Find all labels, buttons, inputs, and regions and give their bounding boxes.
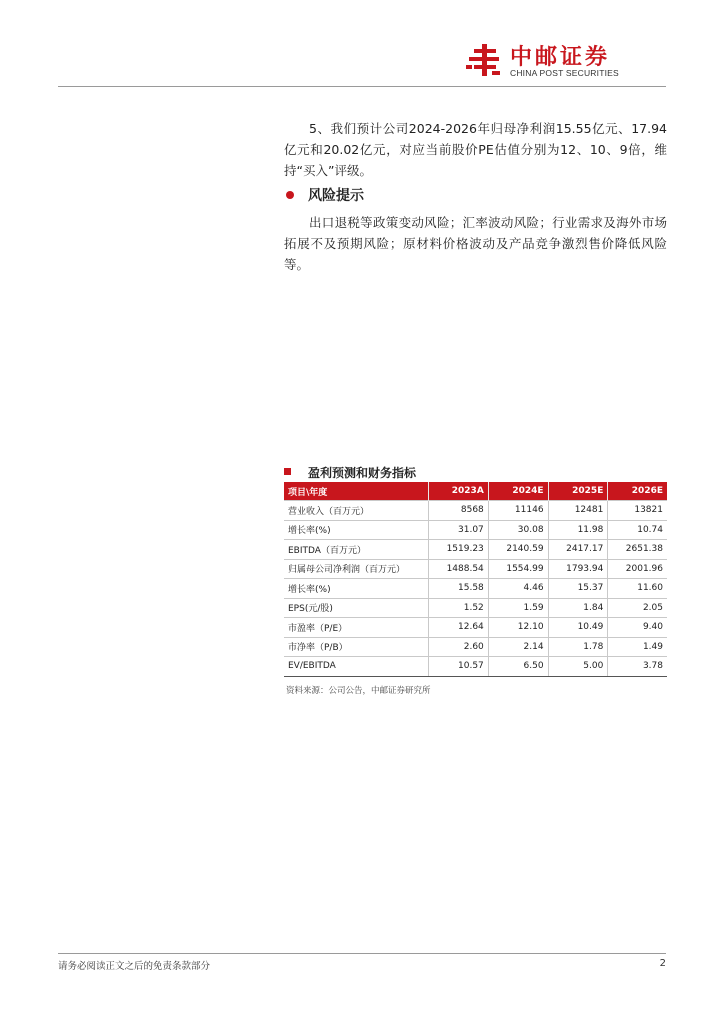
table-cell: 2651.38 xyxy=(608,540,667,560)
table-cell: 2.05 xyxy=(608,598,667,618)
table-row xyxy=(284,657,667,677)
table-row xyxy=(284,618,667,638)
table-cell: 10.74 xyxy=(608,520,667,540)
table-title: 盈利预测和财务指标 xyxy=(308,466,417,480)
table-cell: 1793.94 xyxy=(548,559,608,579)
table-cell: 10.49 xyxy=(548,618,608,638)
forecast-paragraph: 5、我们预计公司2024-2026年归母净利润15.55亿元、17.94亿元和20.02亿元，对应当前股价PE估值分别为12、10、9倍，维持“买入”评级。 xyxy=(284,121,667,178)
column-header: 2023A xyxy=(429,482,489,501)
row-label: 归属母公司净利润（百万元） xyxy=(284,559,429,579)
row-label: EBITDA（百万元） xyxy=(284,540,429,560)
table-row xyxy=(284,520,667,540)
table-cell: 5.00 xyxy=(548,657,608,677)
table-heading xyxy=(284,464,667,482)
table-cell: 1519.23 xyxy=(429,540,489,560)
table-cell: 6.50 xyxy=(488,657,548,677)
column-header: 项目\年度 xyxy=(284,482,429,501)
table-cell: 1.49 xyxy=(608,637,667,657)
table-cell: 15.37 xyxy=(548,579,608,599)
table-cell: 31.07 xyxy=(429,520,489,540)
risk-section-heading xyxy=(284,185,667,207)
company-logo xyxy=(466,42,666,82)
table-row xyxy=(284,598,667,618)
table-cell: 2.14 xyxy=(488,637,548,657)
table-cell: 11.98 xyxy=(548,520,608,540)
table-cell: 2001.96 xyxy=(608,559,667,579)
table-cell: 1488.54 xyxy=(429,559,489,579)
column-header: 2024E xyxy=(488,482,548,501)
page-footer xyxy=(58,953,666,974)
table-source-note: 资料来源：公司公告，中邮证券研究所 xyxy=(286,686,431,696)
table-row xyxy=(284,559,667,579)
row-label: 增长率(%) xyxy=(284,520,429,540)
column-header: 2026E xyxy=(608,482,667,501)
table-cell: 4.46 xyxy=(488,579,548,599)
table-row xyxy=(284,501,667,521)
page-header xyxy=(58,0,666,87)
table-header-row xyxy=(284,482,667,501)
column-header: 2025E xyxy=(548,482,608,501)
disclaimer-note: 请务必阅读正文之后的免责条款部分 xyxy=(58,961,211,972)
table-cell: 2.60 xyxy=(429,637,489,657)
row-label: 市净率（P/B） xyxy=(284,637,429,657)
table-cell: 2417.17 xyxy=(548,540,608,560)
table-cell: 1554.99 xyxy=(488,559,548,579)
risk-paragraph: 出口退税等政策变动风险；汇率波动风险；行业需求及海外市场拓展不及预期风险；原材料价格波动及产品竞争激烈售价降低风险等。 xyxy=(284,215,667,272)
table-cell: 12481 xyxy=(548,501,608,521)
logo-chinese-name: 中邮证券 xyxy=(510,45,611,70)
table-cell: 1.52 xyxy=(429,598,489,618)
table-cell: 3.78 xyxy=(608,657,667,677)
row-label: 增长率(%) xyxy=(284,579,429,599)
financial-forecast-table xyxy=(284,482,667,677)
table-cell: 12.10 xyxy=(488,618,548,638)
table-cell: 10.57 xyxy=(429,657,489,677)
table-row xyxy=(284,637,667,657)
table-cell: 12.64 xyxy=(429,618,489,638)
table-cell: 15.58 xyxy=(429,579,489,599)
row-label: 营业收入（百万元） xyxy=(284,501,429,521)
row-label: 市盈率（P/E） xyxy=(284,618,429,638)
table-cell: 1.84 xyxy=(548,598,608,618)
table-cell: 11146 xyxy=(488,501,548,521)
china-post-logo-icon xyxy=(466,42,502,78)
table-cell: 1.59 xyxy=(488,598,548,618)
table-row xyxy=(284,540,667,560)
row-label: EPS(元/股) xyxy=(284,598,429,618)
page-number: 2 xyxy=(659,958,666,969)
table-cell: 2140.59 xyxy=(488,540,548,560)
table-cell: 11.60 xyxy=(608,579,667,599)
red-bullet-icon xyxy=(286,191,294,199)
table-cell: 9.40 xyxy=(608,618,667,638)
logo-english-name: CHINA POST SECURITIES xyxy=(510,68,619,78)
table-cell: 30.08 xyxy=(488,520,548,540)
table-cell: 8568 xyxy=(429,501,489,521)
row-label: EV/EBITDA xyxy=(284,657,429,677)
table-cell: 13821 xyxy=(608,501,667,521)
risk-section-title: 风险提示 xyxy=(308,188,364,204)
table-cell: 1.78 xyxy=(548,637,608,657)
table-row xyxy=(284,579,667,599)
red-square-icon xyxy=(284,468,291,475)
